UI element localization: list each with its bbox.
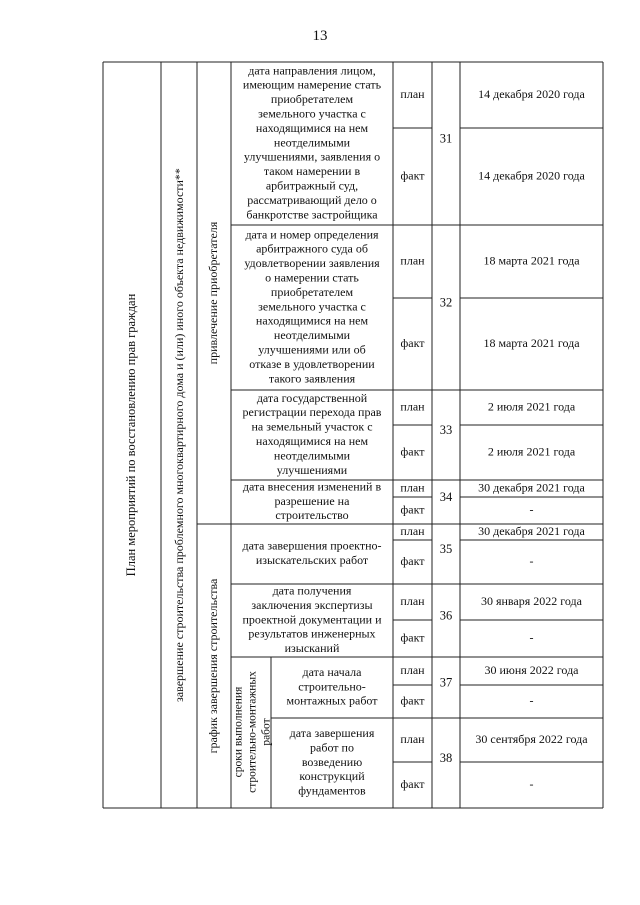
plan-label: план: [400, 593, 425, 608]
row-35-description: дата завершения проектно-: [242, 538, 382, 553]
fact-label: факт: [400, 693, 425, 708]
stage-works-label: сроки выполнения: [232, 686, 245, 778]
row-31-description: приобретателем: [270, 92, 354, 107]
row-31-description: таком намерении в: [263, 164, 361, 179]
row-34-description: строительство: [275, 508, 349, 523]
row-32-fact-date: 18 марта 2021 года: [483, 335, 580, 350]
row-35-description: изыскательских работ: [255, 552, 369, 567]
row-32-description: находящимися на нем: [255, 313, 369, 328]
row-33-plan-date: 2 июля 2021 года: [487, 399, 576, 414]
row-36-description: изысканий: [284, 641, 340, 656]
plan-label: план: [400, 253, 425, 268]
table-text: [124, 63, 588, 797]
row-33-fact-date: 2 июля 2021 года: [487, 444, 576, 459]
row-38-description: конструкций: [299, 769, 365, 784]
row-number: 38: [439, 750, 453, 765]
level2-label: завершение строительства проблемного многоквартирного дома и (или) иного объекта недвижимости**: [171, 168, 186, 702]
row-36-plan-date: 30 января 2022 года: [480, 593, 583, 608]
row-33-description: на земельный участок с: [251, 419, 373, 434]
row-32-description: земельного участка с: [258, 299, 366, 314]
row-37-description: строительно-: [298, 679, 366, 694]
row-33-description: регистрации перехода прав: [242, 405, 382, 420]
row-34-fact-date: -: [529, 502, 534, 517]
row-34-description: разрешение на: [274, 493, 350, 508]
row-34-description: дата внесения изменений в: [242, 479, 382, 494]
row-number: 33: [439, 422, 453, 437]
row-32-description: отказе в удовлетворении: [249, 356, 375, 371]
row-36-description: дата получения: [272, 583, 352, 598]
row-32-description: удовлетворении заявления: [244, 256, 380, 271]
plan-label: план: [400, 662, 425, 677]
row-number: 36: [439, 608, 453, 623]
row-33-description: находящимися на нем: [255, 433, 369, 448]
row-37-description: дата начала: [302, 664, 362, 679]
row-33-description: неотделимыми: [273, 448, 351, 463]
row-38-description: работ по: [310, 740, 354, 755]
row-33-description: улучшениями: [276, 462, 348, 477]
plan-label: план: [400, 731, 425, 746]
row-37-plan-date: 30 июня 2022 года: [484, 662, 579, 677]
row-38-fact-date: -: [529, 776, 534, 791]
row-32-description: о намерении стать: [265, 270, 359, 285]
stage-acquirer-label: привлечение приобретателя: [205, 221, 220, 365]
row-37-fact-date: -: [529, 693, 534, 708]
page-number: 13: [312, 28, 328, 44]
fact-label: факт: [400, 335, 425, 350]
plan-label: план: [400, 86, 425, 101]
row-31-description: банкротстве застройщика: [246, 207, 378, 222]
fact-label: факт: [400, 502, 425, 517]
row-37-description: монтажных работ: [286, 693, 378, 708]
plan-label: план: [400, 480, 425, 495]
row-31-description: дата направления лицом,: [248, 63, 376, 78]
fact-label: факт: [400, 776, 425, 791]
row-38-description: возведению: [301, 754, 363, 769]
row-33-description: дата государственной: [256, 390, 368, 405]
row-36-fact-date: -: [529, 630, 534, 645]
row-32-description: такого заявления: [268, 371, 356, 386]
row-32-description: улучшениями или об: [258, 342, 366, 357]
stage-schedule-label: график завершения строительства: [205, 578, 220, 754]
row-38-description: дата завершения: [289, 725, 375, 740]
fact-label: факт: [400, 168, 425, 183]
row-number: 35: [439, 541, 453, 556]
fact-label: факт: [400, 444, 425, 459]
row-38-plan-date: 30 сентября 2022 года: [475, 731, 588, 746]
row-36-description: результатов инженерных: [248, 626, 376, 641]
row-32-description: неотделимыми: [273, 328, 351, 343]
stage-works-label: работ: [260, 718, 273, 746]
row-number: 34: [439, 489, 453, 504]
row-31-description: находящимися на нем: [255, 120, 369, 135]
fact-label: факт: [400, 553, 425, 568]
row-number: 31: [439, 131, 453, 146]
row-31-plan-date: 14 декабря 2020 года: [478, 86, 585, 101]
level1-label: План мероприятий по восстановлению прав граждан: [123, 293, 138, 577]
row-32-description: дата и номер определения: [245, 227, 379, 242]
row-32-plan-date: 18 марта 2021 года: [483, 253, 580, 268]
row-31-description: имеющим намерение стать: [242, 77, 382, 92]
plan-label: план: [400, 523, 425, 538]
row-31-description: улучшениями, заявления о: [243, 149, 381, 164]
row-number: 32: [439, 295, 453, 310]
row-31-description: рассматривающий дело о: [247, 192, 377, 207]
row-35-fact-date: -: [529, 553, 534, 568]
row-32-description: приобретателем: [270, 284, 354, 299]
row-31-description: арбитражный суд,: [265, 178, 359, 193]
row-31-description: неотделимыми: [273, 135, 351, 150]
row-31-description: земельного участка с: [258, 106, 366, 121]
row-38-description: фундаментов: [298, 783, 366, 798]
stage-works-label: строительно-монтажных: [246, 671, 259, 793]
row-35-plan-date: 30 декабря 2021 года: [478, 523, 585, 538]
row-32-description: арбитражного суда об: [256, 241, 368, 256]
fact-label: факт: [400, 630, 425, 645]
row-36-description: проектной документации и: [242, 612, 382, 627]
row-34-plan-date: 30 декабря 2021 года: [478, 480, 585, 495]
plan-label: план: [400, 399, 425, 414]
row-36-description: заключения экспертизы: [251, 597, 373, 612]
row-31-fact-date: 14 декабря 2020 года: [478, 168, 585, 183]
row-number: 37: [439, 675, 453, 690]
